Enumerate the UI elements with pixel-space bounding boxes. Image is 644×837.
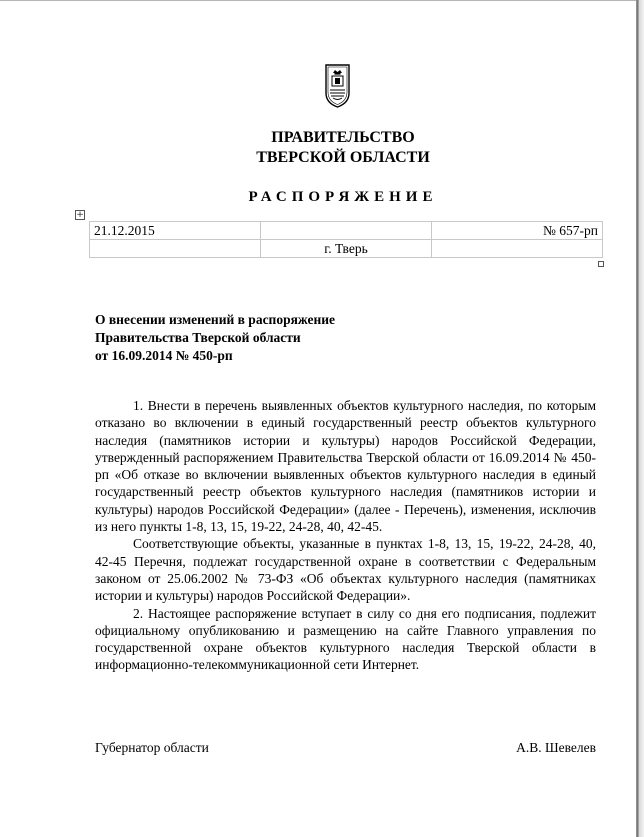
move-handle-icon[interactable]: + (76, 210, 84, 220)
empty-cell (90, 240, 261, 258)
empty-cell (261, 222, 432, 240)
empty-cell (432, 240, 603, 258)
document-body (95, 397, 596, 674)
subject-line: Правительства Тверской области (95, 330, 301, 345)
paragraph-3: 2. Настоящее распоряжение вступает в силу со дня его подписания, подлежит официальному опубликованию и размещению на сайте Главного управления по государственной охране объектов культурного наследия Тверской области в информационно-телекоммуникационной сети Интернет. (95, 605, 596, 673)
government-title-line1: ПРАВИТЕЛЬСТВО (271, 129, 415, 146)
subject-line: О внесении изменений в распоряжение (95, 312, 336, 327)
tver-coat-of-arms-icon (324, 63, 351, 108)
resize-handle-icon[interactable] (598, 261, 604, 267)
header-table (89, 221, 603, 258)
paragraph-2: Соответствующие объекты, указанные в пунктах 1-8, 13, 15, 19-22, 24-28, 40, 42-45 Перечня, подлежат государственной охране в соответствии с Федеральным законом от 25.06.2002 № 73-ФЗ «Об объектах культурного наследия (памятниках истории и культуры) народов Российской Федерации». (95, 536, 596, 604)
signatory-name: А.В. Шевелев (516, 740, 596, 755)
paragraph-1: 1. Внести в перечень выявленных объектов культурного наследия, по которым отказано во включении в единый государственный реестр объектов культурного наследия (памятников истории и культуры) народов Российской Федерации, утвержденный распоряжением Правительства Тверской области от 16.09.2014 № 450-рп «Об отказе во включении выявленных объектов культурного наследия в единый государственный реестр объектов культурного наследия (памятников истории и культуры) народов Российской Федерации» (далее - Перечень), изменения, исключив из него пункты 1-8, 13, 15, 19-22, 24-28, 40, 42-45. (95, 398, 596, 535)
table-row (90, 240, 603, 258)
signature-block (95, 739, 596, 757)
document-subject (95, 311, 415, 365)
signatory-position: Губернатор области (95, 740, 209, 755)
document-city: г. Тверь (261, 240, 432, 258)
page-edge-shadow (636, 0, 644, 837)
table-row (90, 222, 603, 240)
government-title-line2: ТВЕРСКОЙ ОБЛАСТИ (256, 149, 430, 166)
document-type-title: РАСПОРЯЖЕНИЕ (248, 189, 438, 205)
document-number: № 657-рп (432, 222, 603, 240)
page-top-border (0, 0, 636, 1)
subject-line: от 16.09.2014 № 450-рп (95, 348, 233, 363)
document-date: 21.12.2015 (90, 222, 261, 240)
